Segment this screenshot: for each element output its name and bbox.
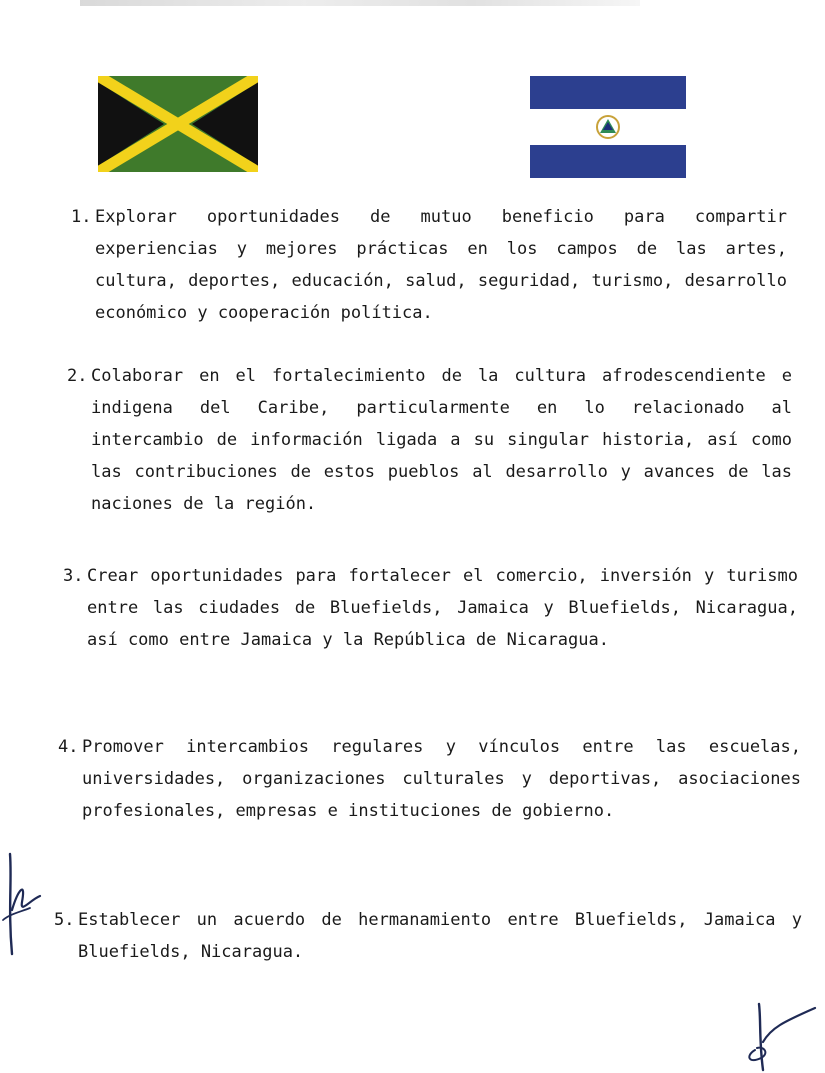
clause-number: 2.: [67, 366, 88, 386]
clause-2: [67, 360, 792, 520]
signature-initials-left: [0, 850, 50, 960]
clause-number: 1.: [71, 207, 92, 227]
signature-initials-right: [735, 1000, 820, 1073]
clause-text: Promover intercambios regulares y vínculos entre las escuelas, universidades, organizaciones culturales y deportivas, asociaciones profesionales, empresas e instituciones de gobierno.: [82, 737, 801, 821]
clause-text: Explorar oportunidades de mutuo beneficio para compartir experiencias y mejores prácticas en los campos de las artes, cultura, deportes, educación, salud, seguridad, turismo, desarrollo económico y cooperación política.: [95, 207, 787, 323]
clause-text: Crear oportunidades para fortalecer el comercio, inversión y turismo entre las ciudades de Bluefields, Jamaica y Bluefields, Nicaragua, así como entre Jamaica y la República de Nicaragua.: [87, 566, 798, 650]
clause-5: [54, 904, 802, 968]
clause-4: [58, 731, 801, 827]
clause-text: Establecer un acuerdo de hermanamiento entre Bluefields, Jamaica y Bluefields, Nicaragua.: [78, 910, 802, 962]
clause-1: [71, 201, 787, 329]
clause-text: Colaborar en el fortalecimiento de la cultura afrodescendiente e indigena del Caribe, particularmente en lo relacionado al intercambio de información ligada a su singular historia, así como las contribuciones de estos pueblos al desarrollo y avances de las naciones de la región.: [91, 366, 792, 514]
clause-3: [63, 560, 798, 656]
clause-number: 3.: [63, 566, 84, 586]
clause-number: 4.: [58, 737, 79, 757]
clause-number: 5.: [54, 910, 75, 930]
